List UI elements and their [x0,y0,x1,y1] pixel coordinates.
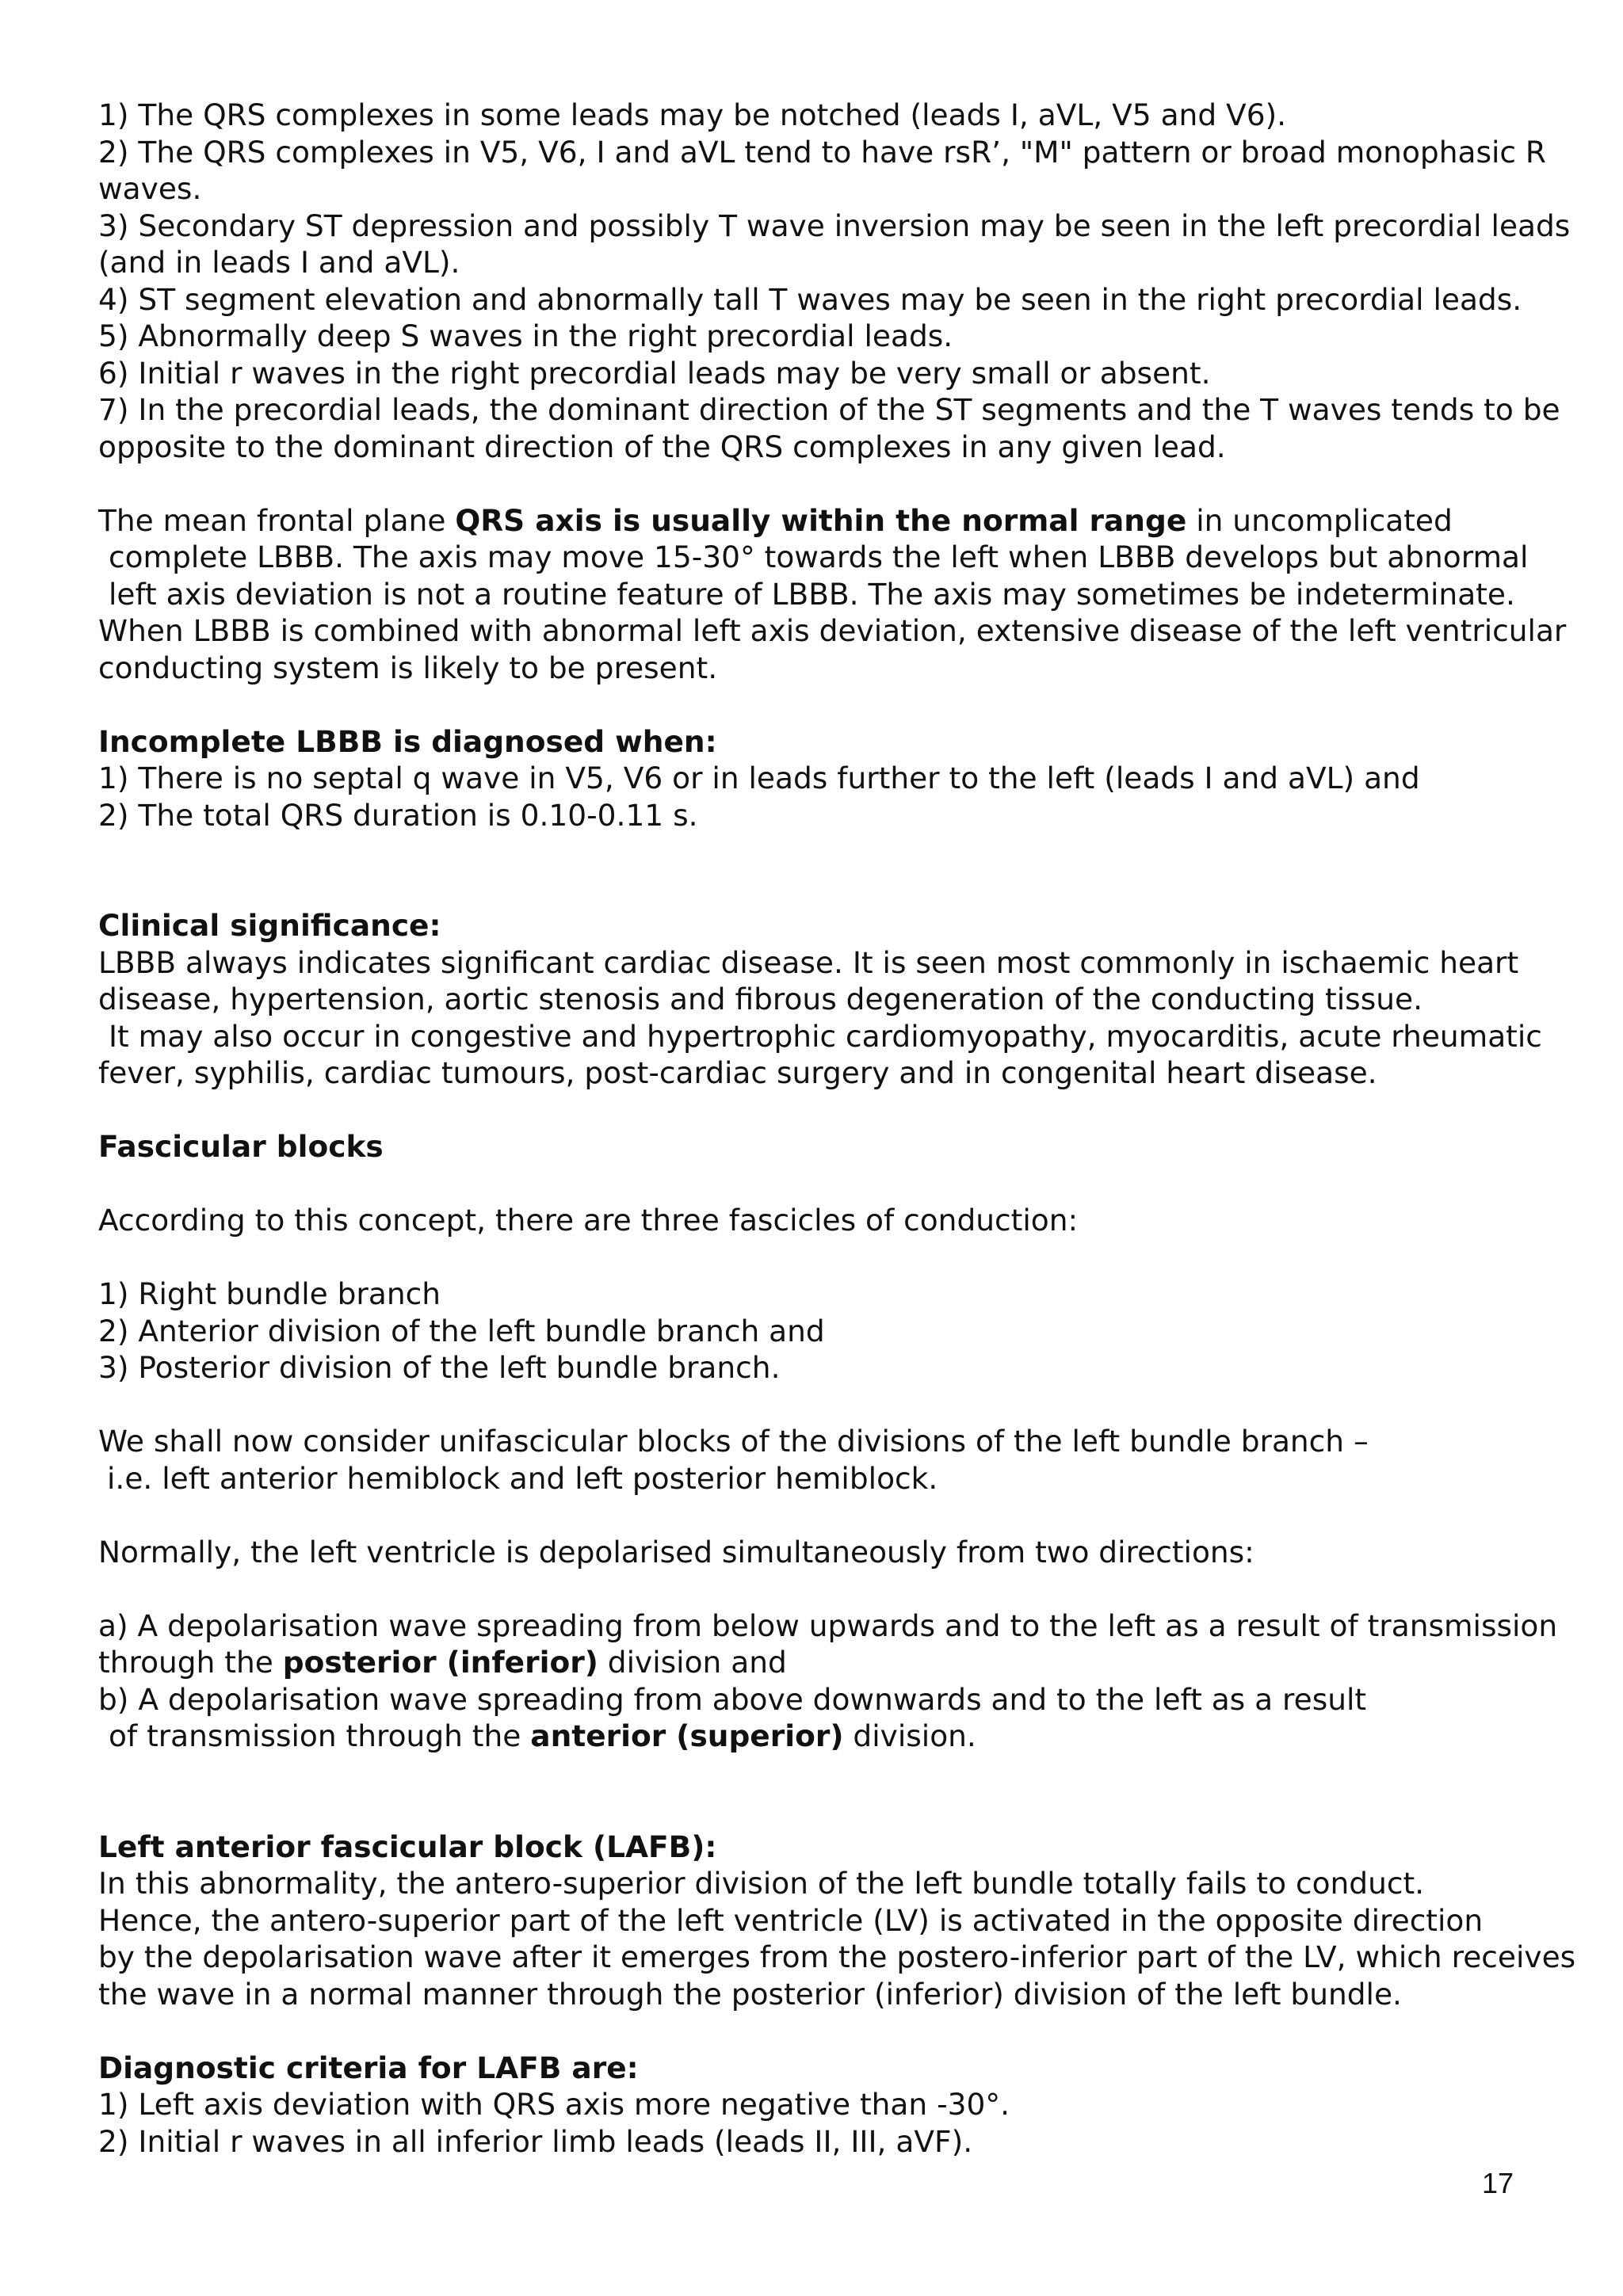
text-span: through the [98,1645,283,1680]
document-page [98,97,1604,2160]
axis-paragraph [98,502,1604,687]
paragraph-line: In this abnormality, the antero-superior division of the left bundle totally fails to conduct. [98,1866,1425,1901]
list-item: 1) Right bundle branch [98,1276,441,1311]
heading-text: Incomplete LBBB is diagnosed when: [98,723,717,759]
list-item [98,1718,1604,1755]
paragraph-line: Hence, the antero-superior part of the left ventricle (LV) is activated in the opposite direction [98,1902,1484,1938]
text-span: division. [843,1718,976,1753]
paragraph-line: complete LBBB. The axis may move 15-30° towards the left when LBBB develops but abnormal [109,540,1529,574]
heading-text: Left anterior fascicular block (LAFB): [98,1829,717,1864]
list-item: (and in leads I and aVL). [98,245,460,280]
bold-text: QRS axis is usually within the normal range [455,502,1187,538]
list-item: waves. [98,171,202,206]
paragraph-line [98,502,1604,540]
paragraph-line: When LBBB is combined with abnormal left axis deviation, extensive disease of the left ventricular [98,613,1567,648]
list-item: b) A depolarisation wave spreading from above downwards and to the left as a result [98,1681,1367,1717]
list-item: 1) The QRS complexes in some leads may be notched (leads I, aVL, V5 and V6). [98,97,1287,132]
list-item: 4) ST segment elevation and abnormally tall T waves may be seen in the right precordial leads. [98,281,1522,317]
list-item: 2) The total QRS duration is 0.10-0.11 s. [98,797,698,833]
paragraph-line: left axis deviation is not a routine feature of LBBB. The axis may sometimes be indeterminate. [109,576,1515,612]
list-item [98,1644,1604,1681]
text-span: of transmission through the [109,1718,531,1753]
paragraph-line: Normally, the left ventricle is depolarised simultaneously from two directions: [98,1534,1254,1569]
incomplete-lbbb-section [98,723,1604,834]
fascicular-blocks-section [98,1128,1604,1755]
list-item: 3) Secondary ST depression and possibly T wave inversion may be seen in the left precordial leads [98,208,1571,243]
list-item: 5) Abnormally deep S waves in the right precordial leads. [98,318,953,353]
paragraph-line: We shall now consider unifascicular blocks of the divisions of the left bundle branch – [98,1424,1369,1459]
list-item: 2) Anterior division of the left bundle branch and [98,1313,825,1348]
list-item: 6) Initial r waves in the right precordial leads may be very small or absent. [98,355,1211,391]
section-heading [98,1829,1604,1866]
heading-text: Fascicular blocks [98,1129,384,1164]
page-number: 17 [1482,2167,1514,2199]
section-heading [98,1128,1604,1165]
text-span: division and [598,1645,787,1680]
list-item: 1) There is no septal q wave in V5, V6 or in leads further to the left (leads I and aVL) and [98,761,1420,795]
paragraph-line: disease, hypertension, aortic stenosis and fibrous degeneration of the conducting tissue. [98,982,1423,1016]
text-span: in uncomplicated [1186,502,1453,538]
paragraph-line: i.e. left anterior hemiblock and left posterior hemiblock. [107,1460,938,1496]
paragraph-line: fever, syphilis, cardiac tumours, post-cardiac surgery and in congenital heart disease. [98,1055,1377,1090]
section-heading [98,723,1604,761]
paragraph-line: the wave in a normal manner through the posterior (inferior) division of the left bundle. [98,1976,1402,2012]
paragraph-line: According to this concept, there are three fascicles of conduction: [98,1203,1079,1238]
lafb-criteria-section [98,2050,1604,2161]
list-item: 2) The QRS complexes in V5, V6, I and aVL tend to have rsR’, "M" pattern or broad monophasic R [98,134,1546,170]
text-span: The mean frontal plane [98,502,456,538]
paragraph-line: by the depolarisation wave after it emerges from the postero-inferior part of the LV, which receives [98,1939,1576,1974]
bold-text: anterior (superior) [530,1718,844,1753]
lbbb-features-list [98,97,1604,465]
clinical-significance-section [98,907,1604,1092]
list-item: 3) Posterior division of the left bundle branch. [98,1350,781,1385]
section-heading [98,907,1604,944]
paragraph-line: It may also occur in congestive and hypertrophic cardiomyopathy, myocarditis, acute rheumatic [109,1018,1542,1054]
list-item: 7) In the precordial leads, the dominant direction of the ST segments and the T waves tends to be [98,392,1560,427]
lafb-section [98,1829,1604,2013]
paragraph-line: LBBB always indicates significant cardiac disease. It is seen most commonly in ischaemic heart [98,944,1519,980]
bold-text: posterior (inferior) [282,1645,598,1680]
list-item: 2) Initial r waves in all inferior limb leads (leads II, III, aVF). [98,2123,973,2159]
heading-text: Clinical significance: [98,908,441,943]
heading-text: Diagnostic criteria for LAFB are: [98,2050,639,2085]
section-heading [98,2050,1604,2087]
list-item: a) A depolarisation wave spreading from below upwards and to the left as a result of transmission [98,1608,1558,1643]
list-item: 1) Left axis deviation with QRS axis more negative than -30°. [98,2087,1010,2122]
list-item: opposite to the dominant direction of the QRS complexes in any given lead. [98,429,1226,464]
paragraph-line: conducting system is likely to be present. [98,650,718,685]
